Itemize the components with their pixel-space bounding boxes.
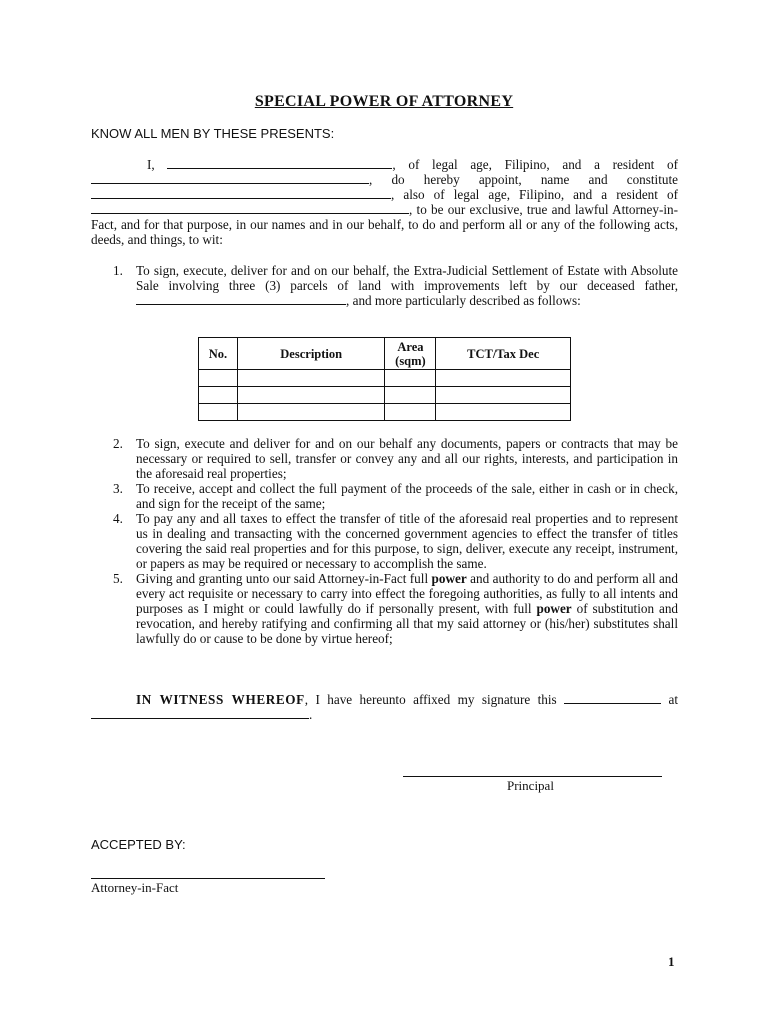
table-cell <box>199 387 238 404</box>
item-number: 1. <box>113 263 123 278</box>
header-area: Area (sqm) <box>385 338 436 370</box>
powers-list-part-2 <box>91 436 678 646</box>
father-name-blank <box>136 293 346 305</box>
witness-text-2: at <box>668 692 678 707</box>
document-title: SPECIAL POWER OF ATTORNEY <box>254 93 514 110</box>
place-blank <box>91 707 309 719</box>
p1-text-3: , do hereby appoint, name and constitute <box>369 172 678 187</box>
header-no: No. <box>199 338 238 370</box>
table-cell <box>385 370 436 387</box>
accepted-by-label: ACCEPTED BY: <box>91 837 186 852</box>
principal-name-blank <box>167 157 392 169</box>
table-cell <box>237 370 385 387</box>
item-number: 3. <box>113 481 123 496</box>
item-number: 2. <box>113 436 123 451</box>
attorney-residence-blank <box>91 202 409 214</box>
p1-text-2: , of legal age, Filipino, and a resident of <box>392 157 679 172</box>
attorney-in-fact-label: Attorney-in-Fact <box>91 880 179 895</box>
bold-power-1: power <box>431 571 467 586</box>
table-cell <box>436 387 571 404</box>
witness-heading: IN WITNESS WHEREOF <box>136 692 305 707</box>
item-text: To sign, execute and deliver for and on our behalf any documents, papers or contracts that may be necessary or required to sell, transfer or convey any and all our rights, interests, and participation in the aforesaid real properties; <box>136 436 678 481</box>
item-5-text-2: and authority to do and perform all and every act requisite or necessary to carry into effect the foregoing authorities, as fully to all intents and purposes as I might or could lawfully do if personally present, with full <box>136 571 678 616</box>
table-cell <box>237 404 385 421</box>
item-5-text-3: of substitution and revocation, and hereby ratifying and confirming all that my said attorney or (his/her) substitutes shall lawfully do or cause to be done by virtue hereof; <box>136 601 679 646</box>
list-item <box>91 571 678 646</box>
property-table <box>198 337 571 421</box>
list-item <box>91 511 678 571</box>
item-1-text-1: To sign, execute, deliver for and on our behalf, the Extra-Judicial Settlement of Estate with Absolute Sale involving three (3) parcels of land with improvements left by our deceased father, <box>136 263 678 293</box>
bold-power-2: power <box>536 601 572 616</box>
item-number: 5. <box>113 571 123 586</box>
intro-line: KNOW ALL MEN BY THESE PRESENTS: <box>91 126 335 141</box>
table-cell <box>436 370 571 387</box>
witness-paragraph <box>91 692 678 722</box>
list-item <box>91 436 678 481</box>
header-description: Description <box>237 338 385 370</box>
table-header-row <box>199 338 571 370</box>
list-item <box>91 263 678 308</box>
table-cell <box>199 370 238 387</box>
p1-text-5: , to be our exclusive, true and lawful Attorney-in-Fact, and for that purpose, in our names and in our behalf, to do and perform all or any of the following acts, deeds, and things, to wit: <box>91 202 678 247</box>
item-1-text-2: , and more particularly described as follows: <box>346 293 581 308</box>
item-text: To receive, accept and collect the full payment of the proceeds of the sale, either in cash or in check, and sign for the receipt of the same; <box>136 481 678 511</box>
table-row <box>199 404 571 421</box>
table-cell <box>385 404 436 421</box>
powers-list-part-1 <box>91 263 678 308</box>
item-number: 4. <box>113 511 123 526</box>
header-tct: TCT/Tax Dec <box>436 338 571 370</box>
table-cell <box>436 404 571 421</box>
appointment-paragraph <box>91 157 678 247</box>
table-cell <box>237 387 385 404</box>
attorney-signature-line <box>91 878 325 879</box>
table-row <box>199 370 571 387</box>
list-item <box>91 481 678 511</box>
table-cell <box>199 404 238 421</box>
witness-text-3: . <box>309 707 313 722</box>
p1-text-4: , also of legal age, Filipino, and a resident of <box>391 187 678 202</box>
item-5-text-1: Giving and granting unto our said Attorney-in-Fact full <box>136 571 429 586</box>
principal-residence-blank <box>91 172 369 184</box>
page-number: 1 <box>668 954 675 969</box>
attorney-name-blank <box>91 187 391 199</box>
principal-signature-line <box>403 776 662 777</box>
date-blank <box>564 692 661 704</box>
table-row <box>199 387 571 404</box>
witness-text-1: , I have hereunto affixed my signature this <box>304 692 557 707</box>
item-text: To pay any and all taxes to effect the transfer of title of the aforesaid real properties and to represent us in dealing and transacting with the concerned government agencies to effect the transfer of titles covering the said real properties and for this purpose, to sign, deliver, execute any receipt, instrument, or papers as may be required or necessary to accomplish the same. <box>136 511 678 571</box>
p1-text-1: I, <box>147 157 155 172</box>
principal-label: Principal <box>507 778 554 793</box>
table-cell <box>385 387 436 404</box>
